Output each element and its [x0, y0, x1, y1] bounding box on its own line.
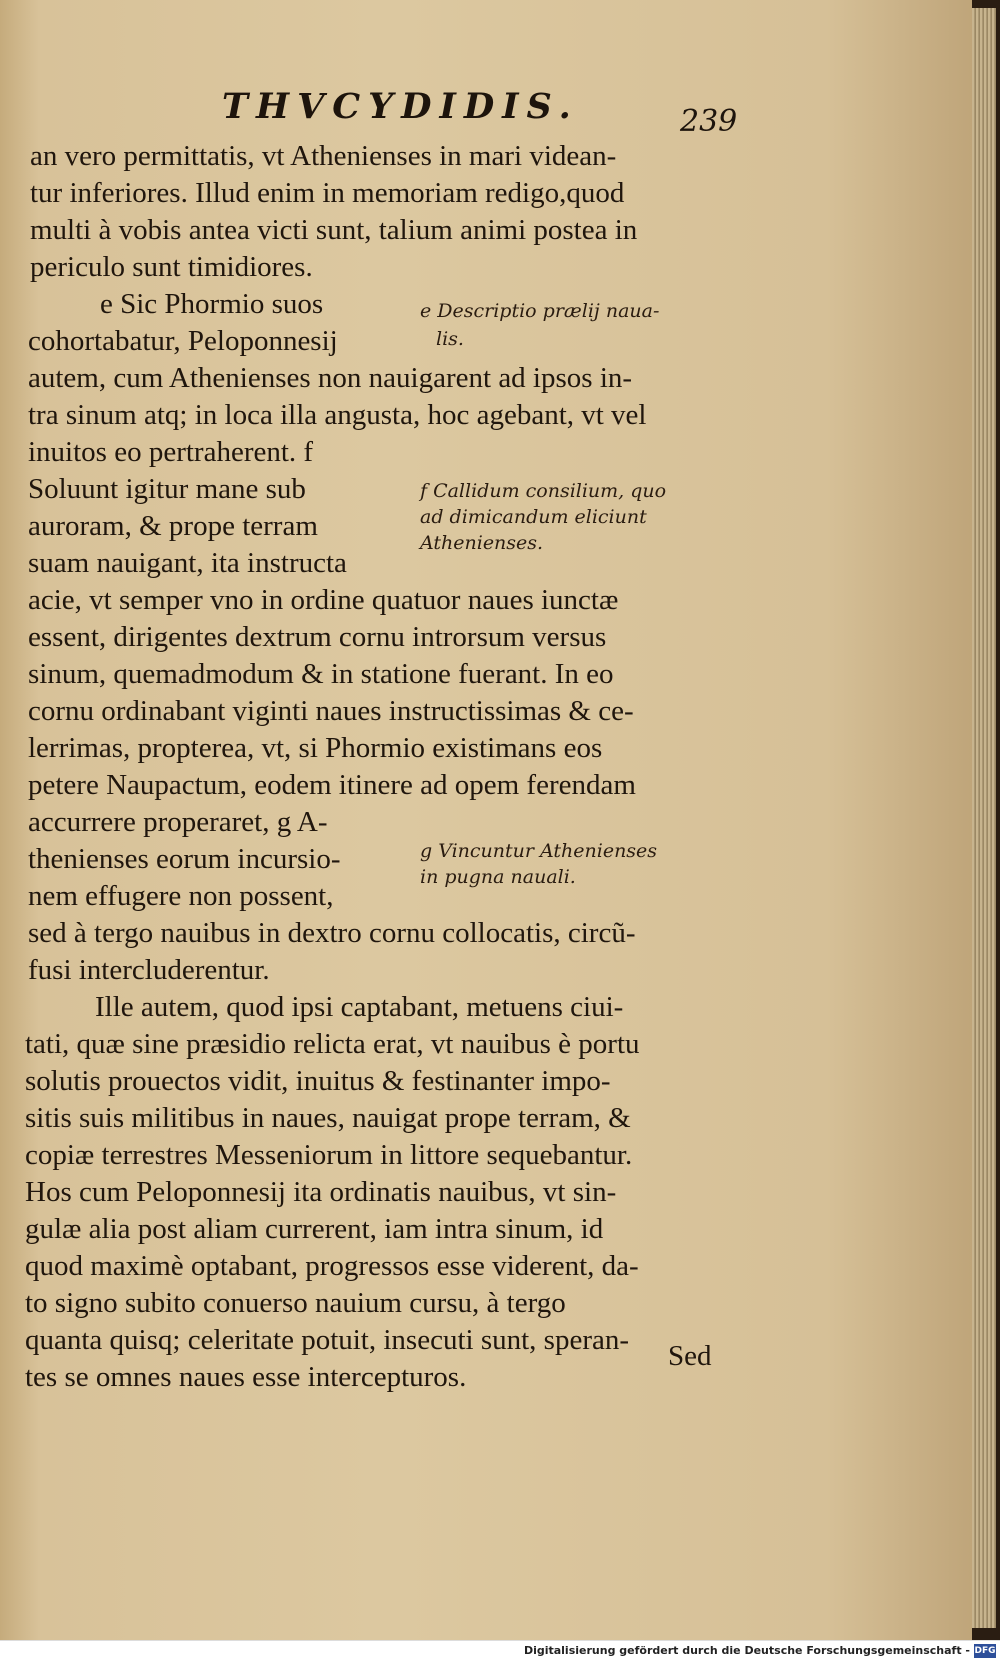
margin-note: in pugna nauali. — [420, 866, 576, 888]
margin-note: g Vincuntur Athenienses — [420, 840, 658, 862]
text-line: inuitos eo pertraherent. f — [28, 436, 314, 468]
text-line: sinum, quemadmodum & in statione fuerant. In eo — [28, 658, 614, 690]
text-line: auroram, & prope terram — [28, 510, 318, 542]
text-line: tes se omnes naues esse intercepturos. — [25, 1361, 467, 1393]
text-line: Hos cum Peloponnesij ita ordinatis nauibus, vt sin- — [25, 1176, 617, 1208]
text-line: essent, dirigentes dextrum cornu introrsum versus — [28, 621, 607, 653]
text-line: suam nauigant, ita instructa — [28, 547, 347, 579]
text-line: nem effugere non possent, — [28, 880, 334, 912]
text-line: acie, vt semper vno in ordine quatuor naues iunctæ — [28, 584, 619, 616]
text-line: Soluunt igitur mane sub — [28, 473, 306, 505]
text-line: solutis prouectos vidit, inuitus & festinanter impo- — [25, 1065, 611, 1097]
text-line: cohortabatur, Peloponnesij — [28, 325, 338, 357]
funding-credit: Digitalisierung gefördert durch die Deutsche Forschungsgemeinschaft - — [523, 1644, 970, 1657]
text-line: sed à tergo nauibus in dextro cornu collocatis, circũ- — [28, 917, 636, 949]
text-line: gulæ alia post aliam currerent, iam intra sinum, id — [25, 1213, 604, 1245]
page-number: 239 — [680, 104, 738, 139]
text-line: multi à vobis antea victi sunt, talium animi postea in — [30, 214, 638, 246]
margin-note: e Descriptio prælij naua- — [420, 300, 660, 322]
text-line: petere Naupactum, eodem itinere ad opem ferendam — [28, 769, 636, 801]
margin-note: f Callidum consilium, quo — [420, 480, 667, 502]
text-line: quod maximè optabant, progressos esse viderent, da- — [25, 1250, 639, 1282]
text-line: fusi intercluderentur. — [28, 954, 270, 986]
running-title: THVCYDIDIS. — [222, 86, 579, 127]
margin-note: Athenienses. — [420, 532, 544, 554]
margin-note: lis. — [436, 328, 464, 350]
text-line: lerrimas, propterea, vt, si Phormio existimans eos — [28, 732, 603, 764]
text-line: an vero permittatis, vt Athenienses in mari videan- — [30, 140, 617, 172]
text-line: Ille autem, quod ipsi captabant, metuens ciui- — [95, 991, 624, 1023]
text-line: quanta quisq; celeritate potuit, insecuti sunt, speran- — [25, 1324, 630, 1356]
text-line: to signo subito conuerso nauium cursu, à tergo — [25, 1287, 566, 1319]
text-line: thenienses eorum incursio- — [28, 843, 341, 875]
text-line: e Sic Phormio suos — [100, 288, 324, 320]
page-edges — [972, 8, 996, 1628]
text-line: autem, cum Athenienses non nauigarent ad ipsos in- — [28, 362, 633, 394]
text-line: tur inferiores. Illud enim in memoriam redigo,quod — [30, 177, 625, 209]
text-line: tra sinum atq; in loca illa angusta, hoc agebant, vt vel — [28, 399, 647, 431]
text-line: sitis suis militibus in naues, nauigat prope terram, & — [25, 1102, 631, 1134]
text-line: accurrere properaret, g A- — [28, 806, 328, 838]
text-line: cornu ordinabant viginti naues instructissimas & ce- — [28, 695, 634, 727]
text-line: copiæ terrestres Messeniorum in littore sequebantur. — [25, 1139, 633, 1171]
footer-bar — [0, 1640, 1000, 1663]
dfg-logo-icon: DFG — [974, 1646, 996, 1656]
catchword: Sed — [668, 1340, 712, 1372]
margin-note: ad dimicandum eliciunt — [420, 506, 647, 528]
text-line: tati, quæ sine præsidio relicta erat, vt nauibus è portu — [25, 1028, 640, 1060]
text-line: periculo sunt timidiores. — [30, 251, 313, 283]
